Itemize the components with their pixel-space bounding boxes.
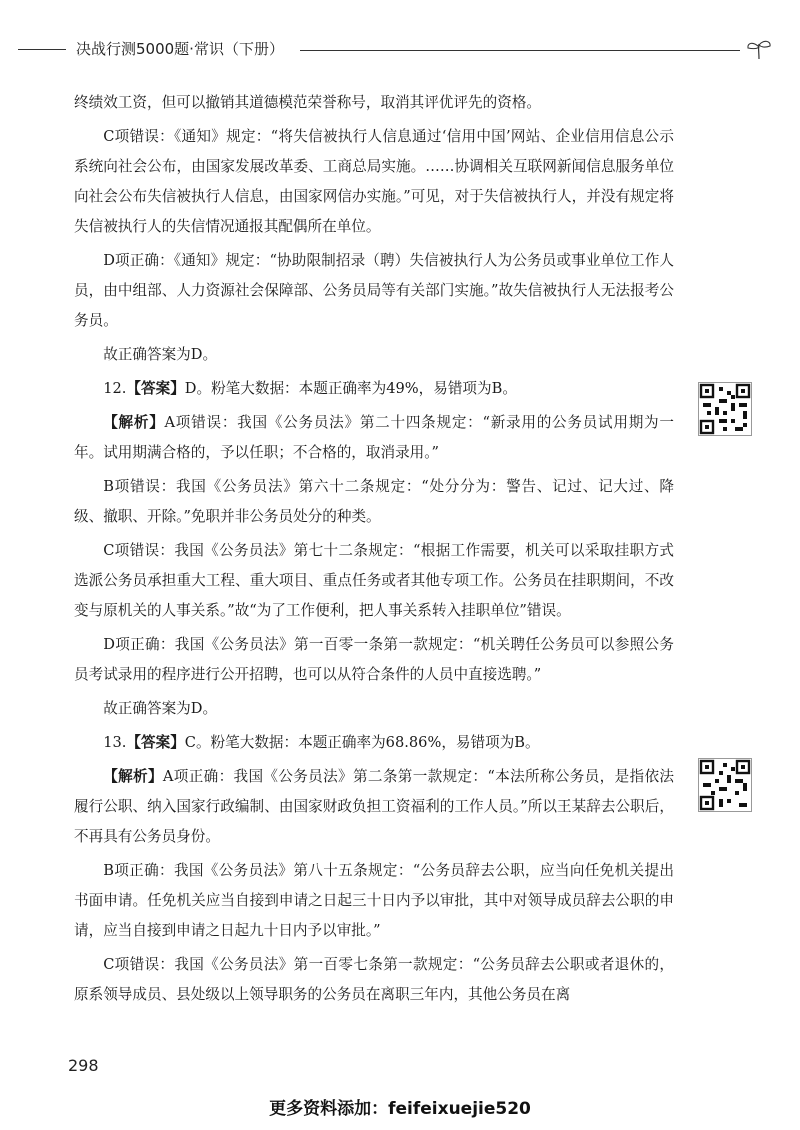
- page-number: 298: [68, 1056, 99, 1075]
- paragraph-b-option: B项正确：我国《公务员法》第八十五条规定：“公务员辞去公职，应当向任免机关提出书面申请。任免机关应当自接到申请之日起三十日内予以审批，其中对领导成员辞去公职的申请，应当自接到申请之日起九十日内予以审批。”: [74, 862, 674, 939]
- page-body: [74, 88, 674, 1014]
- running-header: [18, 38, 758, 62]
- question-number: 12.: [103, 380, 127, 397]
- book-title: 决战行测5000题·常识（下册）: [76, 40, 284, 58]
- question-number: 13.: [103, 734, 127, 751]
- paragraph-c-option: C项错误：《通知》规定：“将失信被执行人信息通过‘信用中国’网站、企业信用信息公示系统向社会公布，由国家发展改革委、工商总局实施。……协调相关互联网新闻信息服务单位向社会公布失信被执行人信息，由国家网信办实施。”可见，对于失信被执行人，并没有规定将失信被执行人的失信情况通报其配偶所在单位。: [74, 128, 674, 235]
- qr-code-icon[interactable]: [698, 382, 752, 436]
- answer-13: [74, 728, 674, 758]
- answer-text: D。粉笔大数据：本题正确率为49%，易错项为B。: [184, 380, 517, 397]
- analysis-text: A项错误：我国《公务员法》第二十四条规定：“新录用的公务员试用期为一年。试用期满合格的，予以任职；不合格的，取消录用。”: [74, 414, 674, 461]
- paragraph-continued: 终绩效工资，但可以撤销其道德模范荣誉称号，取消其评优评先的资格。: [74, 94, 542, 111]
- paragraph-b-option: B项错误：我国《公务员法》第六十二条规定：“处分分为：警告、记过、记大过、降级、撤职、开除。”免职并非公务员处分的种类。: [74, 478, 674, 525]
- paragraph-d-option: D项正确：我国《公务员法》第一百零一条第一款规定：“机关聘任公务员可以参照公务员考试录用的程序进行公开招聘，也可以从符合条件的人员中直接选聘。”: [74, 636, 674, 683]
- analysis-tag: 【解析】: [103, 414, 165, 431]
- analysis-13: [74, 762, 674, 852]
- paragraph-conclusion: 故正确答案为D。: [103, 700, 218, 717]
- analysis-text: A项正确：我国《公务员法》第二条第一款规定：“本法所称公务员，是指依法履行公职、纳入国家行政编制、由国家财政负担工资福利的工作人员。”所以王某辞去公职后，不再具有公务员身份。: [74, 768, 674, 845]
- answer-text: C。粉笔大数据：本题正确率为68.86%，易错项为B。: [184, 734, 540, 751]
- paragraph-d-option: D项正确：《通知》规定：“协助限制招录（聘）失信被执行人为公务员或事业单位工作人员，由中组部、人力资源社会保障部、公务员局等有关部门实施。”故失信被执行人无法报考公务员。: [74, 252, 674, 329]
- footer-note: 更多资料添加：feifeixuejie520: [269, 1099, 531, 1119]
- qr-pattern: [699, 383, 751, 435]
- analysis-12: [74, 408, 674, 468]
- analysis-tag: 【解析】: [103, 768, 163, 785]
- paragraph-c-option: C项错误：我国《公务员法》第七十二条规定：“根据工作需要，机关可以采取挂职方式选派公务员承担重大工程、重大项目、重点任务或者其他专项工作。公务员在挂职期间，不改变与原机关的人事关系。”故“为了工作便利，把人事关系转入挂职单位”错误。: [74, 542, 674, 619]
- qr-code-icon[interactable]: [698, 758, 752, 812]
- answer-12: [74, 374, 674, 404]
- sprout-icon: [744, 38, 774, 60]
- answer-tag: 【答案】: [126, 380, 185, 397]
- paragraph-c-option: C项错误：我国《公务员法》第一百零七条第一款规定：“公务员辞去公职或者退休的，原系领导成员、县处级以上领导职务的公务员在离职三年内，其他公务员在离: [74, 956, 674, 1003]
- header-rule-left: [18, 49, 66, 50]
- answer-tag: 【答案】: [126, 734, 185, 751]
- paragraph-conclusion: 故正确答案为D。: [103, 346, 218, 363]
- qr-pattern: [699, 759, 751, 811]
- header-rule-right: [300, 50, 740, 51]
